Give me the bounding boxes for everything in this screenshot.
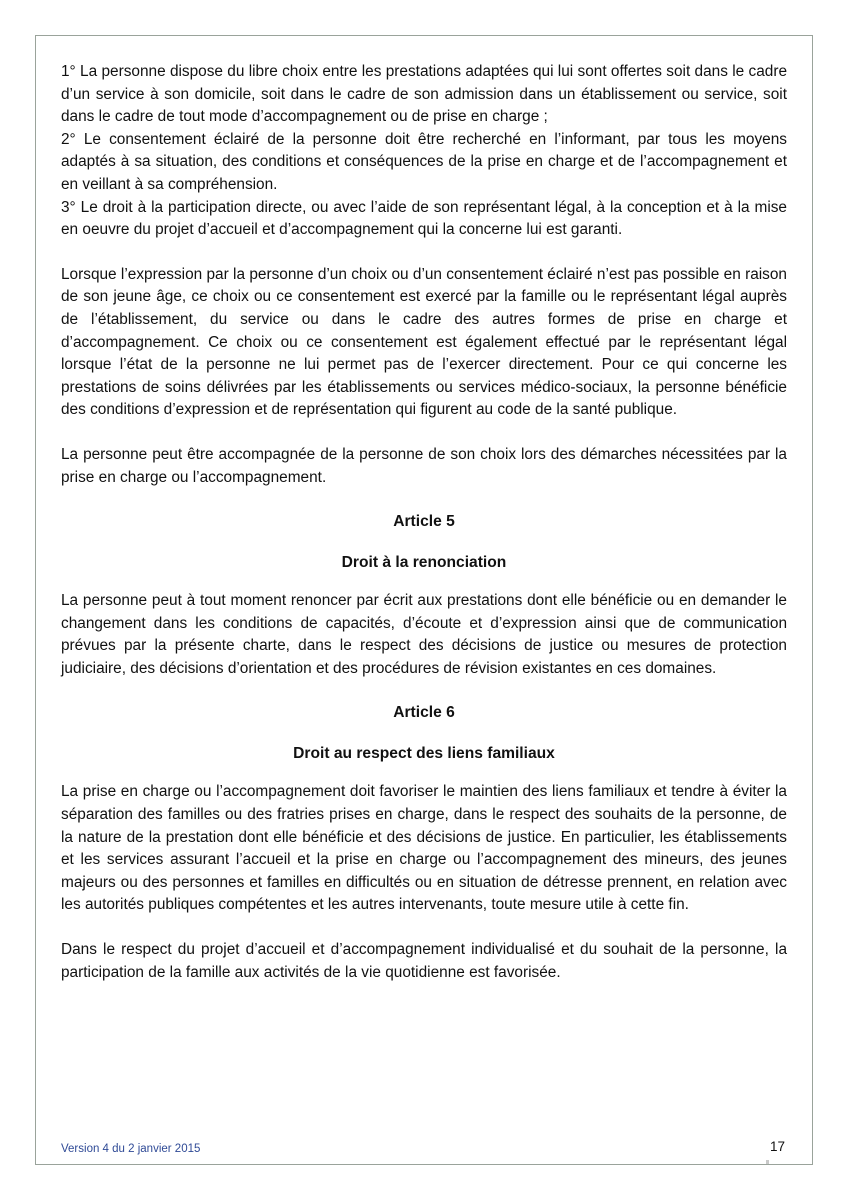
paragraph-family-links: La prise en charge ou l’accompagnement doit favoriser le maintien des liens familiaux et tendre à éviter la séparation des familles ou des fratries prises en charge, dans le respect des souhaits de la personne, de la nature de la prestation dont elle bénéficie et des décisions de justice. En particulier, les établissements et les services assurant l’accueil et la prise en charge ou l’accompagnement des mineurs, des jeunes majeurs ou des personnes et familles en difficultés ou en situation de détresse prennent, en relation avec les autorités publiques compétentes et les autres intervenants, toute mesure utile à cette fin. — [61, 783, 787, 914]
footer-mark — [766, 1160, 769, 1164]
article-6-heading: Article 6 — [393, 704, 455, 722]
footer-version: Version 4 du 2 janvier 2015 — [61, 1143, 201, 1155]
paragraph-legal-representative: Lorsque l’expression par la personne d’un choix ou d’un consentement éclairé n’est pas possible en raison de son jeune âge, ce choix ou ce consentement est exercé par la famille ou le représentant légal auprès de l’établissement, du service ou dans le cadre des autres formes de prise en charge et d’accompagnement. Ce choix ou ce consentement est également effectué par le représentant légal lorsque l’état de la personne ne lui permet pas de l’exercer directement. Pour ce qui concerne les prestations de soins délivrées par les établissements ou services médico-sociaux, la personne bénéficie des conditions d’expression et de représentation qui figurent au code de la santé publique. — [61, 265, 787, 419]
paragraph-renunciation: La personne peut à tout moment renoncer par écrit aux prestations dont elle bénéficie ou en demander le changement dans les conditions de capacités, d’écoute et d’expression ainsi que de communication prévues par la présente charte, dans le respect des décisions de justice ou mesures de protection judiciaire, des décisions d’orientation et des procédures de révision existantes en ces domaines. — [61, 592, 787, 677]
article-5-title: Droit à la renonciation — [341, 554, 507, 572]
paragraph-accompaniment: La personne peut être accompagnée de la personne de son choix lors des démarches nécessitées par la prise en charge ou l’accompagnement. — [61, 445, 787, 486]
article-6-title: Droit au respect des liens familiaux — [293, 745, 555, 763]
article-5-heading: Article 5 — [393, 513, 455, 531]
paragraph-consent-rights: 1° La personne dispose du libre choix entre les prestations adaptées qui lui sont offertes soit dans le cadre d’un service à son domicile, soit dans le cadre de son admission dans un établissement ou service, soit dans le cadre de tout mode d’accompagnement ou de prise en charge ; 2° Le consentement éclairé de la personne doit être recherché en l’informant, par tous les moyens adaptés à sa situation, des conditions et conséquences de la prise en charge et de l’accompagnement et en veillant à sa compréhension. 3° Le droit à la participation directe, ou avec l’aide de son représentant légal, à la conception et à la mise en oeuvre du projet d’accueil et d’accompagnement qui la concerne lui est garanti. — [61, 63, 787, 239]
page-number: 17 — [770, 1139, 786, 1154]
paragraph-family-participation: Dans le respect du projet d’accueil et d’accompagnement individualisé et du souhait de la personne, la participation de la famille aux activités de la vie quotidienne est favorisée. — [61, 941, 787, 981]
document-body — [61, 61, 787, 984]
